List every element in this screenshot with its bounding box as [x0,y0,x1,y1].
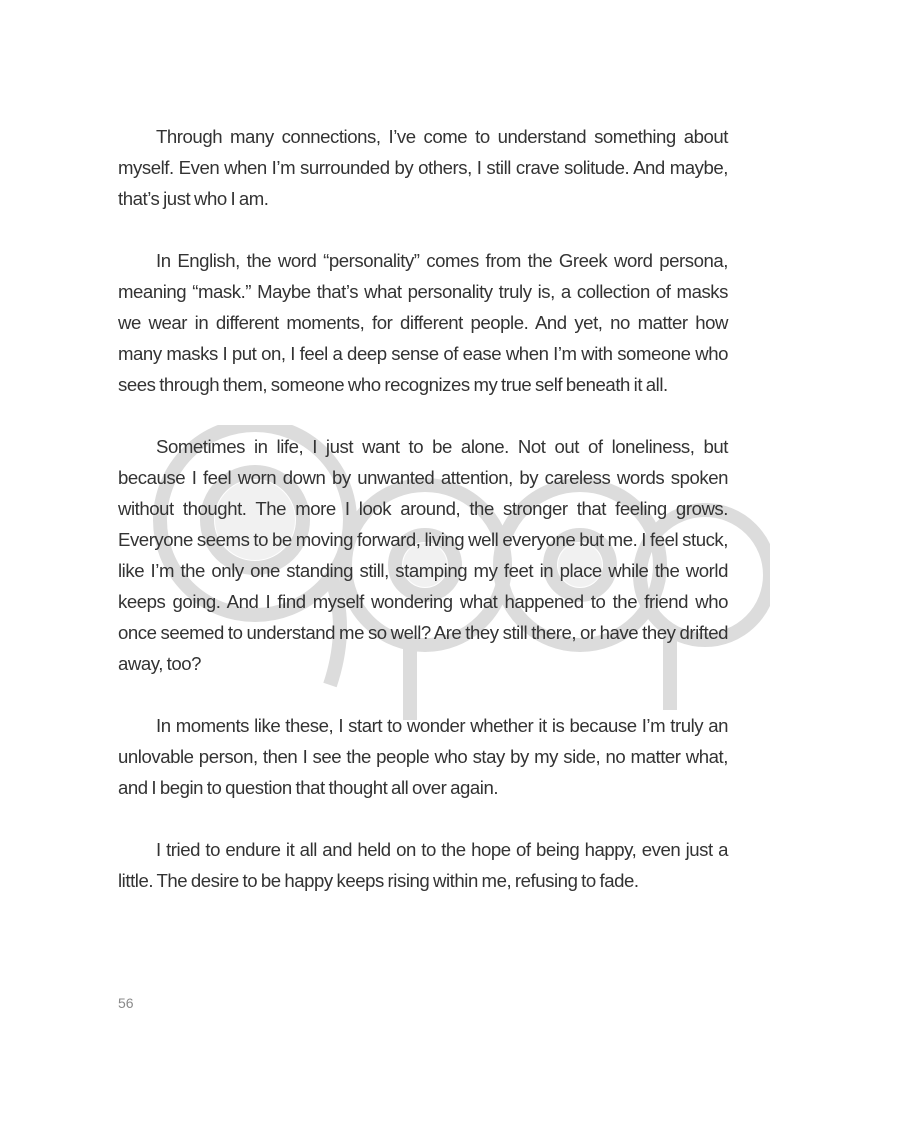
paragraph-2: In English, the word “personality” comes from the Greek word persona, meaning “mask.” Maybe that’s what personality truly is, a collection of masks we wear in different moments, for different people. And yet, no matter how many masks I put on, I feel a deep sense of ease when I’m with someone who sees through them, someone who recognizes my true self beneath it all. [118,250,728,395]
paragraph-1: Through many connections, I’ve come to understand something about myself. Even when I’m surrounded by others, I still crave solitude. And maybe, that’s just who I am. [118,126,728,209]
page-number: 56 [118,995,134,1011]
paragraph-5: I tried to endure it all and held on to the hope of being happy, even just a little. The desire to be happy keeps rising within me, refusing to fade. [118,839,728,891]
paragraph-4: In moments like these, I start to wonder whether it is because I’m truly an unlovable person, then I see the people who stay by my side, no matter what, and I begin to question that thought all over again. [118,715,728,798]
paragraph-3: Sometimes in life, I just want to be alone. Not out of loneliness, but because I feel worn down by unwanted attention, by careless words spoken without thought. The more I look around, the stronger that feeling grows. Everyone seems to be moving forward, living well everyone but me. I feel stuck, like I’m the only one standing still, stamping my feet in place while the world keeps going. And I find myself wondering what happened to the friend who once seemed to understand me so well? Are they still there, or have they drifted away, too? [118,436,728,674]
body-text [118,121,728,896]
